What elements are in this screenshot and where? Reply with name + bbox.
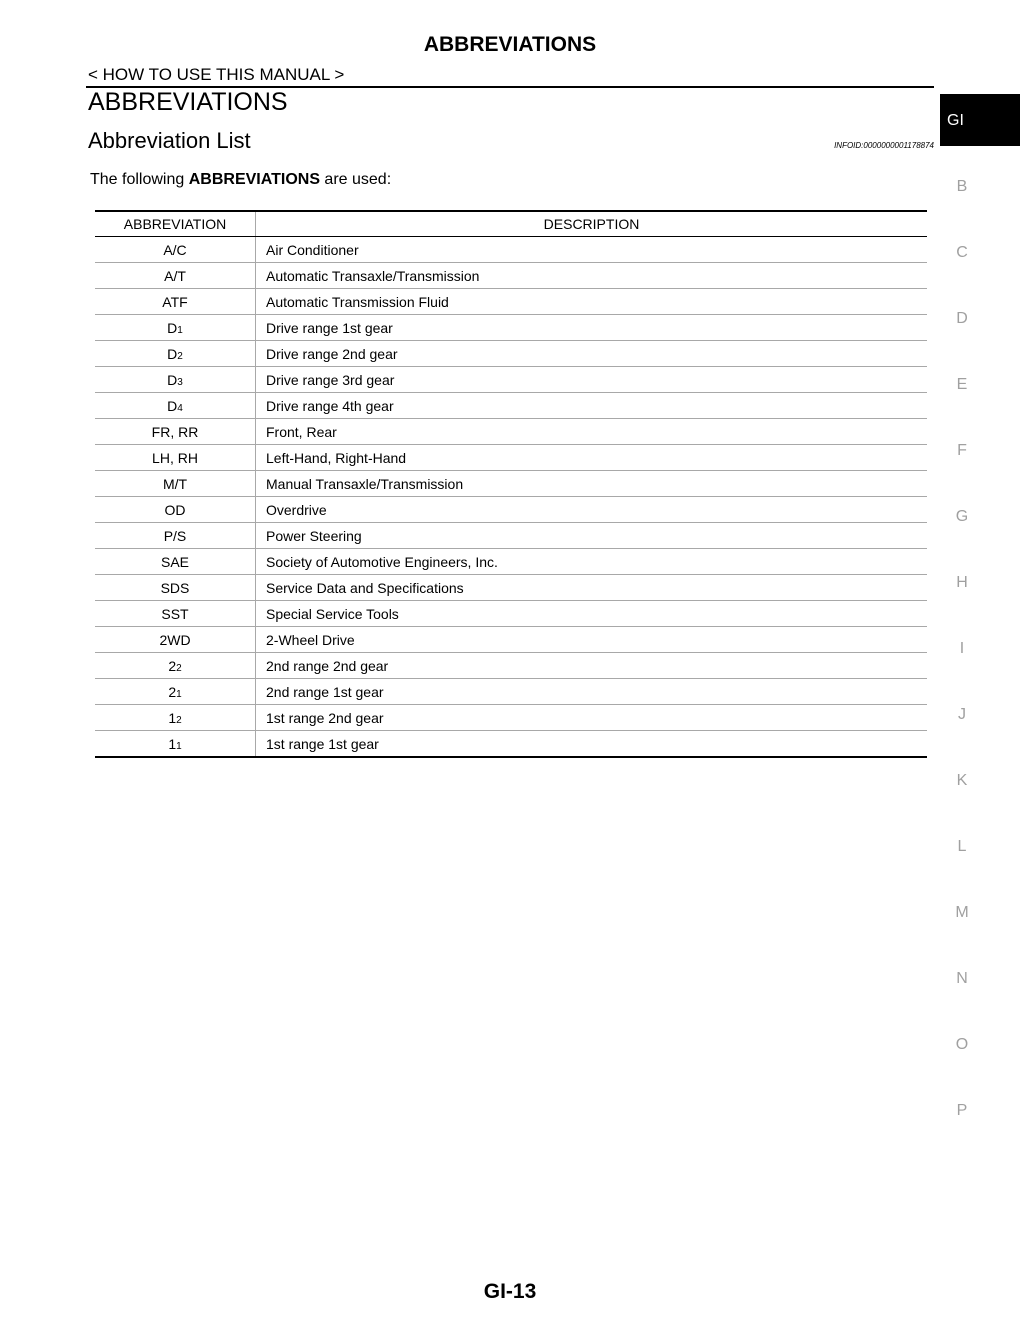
abbreviation-cell — [95, 653, 256, 679]
intro-bold: ABBREVIATIONS — [188, 171, 320, 188]
abbreviation-text: 1 — [168, 709, 177, 726]
description-cell: Overdrive — [256, 497, 928, 523]
abbreviation-text: SDS — [160, 579, 190, 596]
side-tab-d[interactable]: D — [956, 310, 968, 327]
table-row — [95, 679, 927, 705]
table-row — [95, 523, 927, 549]
side-tab-g[interactable]: G — [955, 508, 969, 525]
abbreviation-cell — [95, 601, 256, 627]
side-tab-e[interactable]: E — [956, 376, 968, 393]
abbreviation-text: 2WD — [159, 631, 191, 648]
abbreviation-text: 1 — [168, 735, 177, 752]
table-row — [95, 393, 927, 419]
description-cell: Special Service Tools — [256, 601, 928, 627]
abbreviation-cell — [95, 367, 256, 393]
abbreviation-subscript: 2 — [177, 350, 183, 362]
abbreviation-subscript: 3 — [177, 376, 183, 388]
table-row — [95, 627, 927, 653]
side-tab-j[interactable]: J — [958, 706, 966, 723]
table-row — [95, 419, 927, 445]
table-row — [95, 549, 927, 575]
table-row — [95, 705, 927, 731]
section-path: < HOW TO USE THIS MANUAL > — [88, 65, 345, 84]
side-tab-b[interactable]: B — [956, 178, 968, 195]
abbreviation-cell — [95, 341, 256, 367]
abbreviation-cell — [95, 237, 256, 263]
table-row — [95, 445, 927, 471]
abbreviation-text: A/T — [164, 267, 186, 284]
table-header-row — [95, 211, 927, 237]
abbreviation-text: A/C — [163, 241, 187, 258]
abbreviation-subscript: 4 — [177, 402, 183, 414]
description-cell: Automatic Transmission Fluid — [256, 289, 928, 315]
intro-text — [90, 171, 391, 189]
table-row — [95, 653, 927, 679]
description-cell: 2nd range 2nd gear — [256, 653, 928, 679]
abbreviation-text: OD — [164, 501, 186, 518]
description-cell: Manual Transaxle/Transmission — [256, 471, 928, 497]
abbreviation-cell — [95, 289, 256, 315]
table-body — [95, 237, 927, 758]
intro-before: The following — [90, 171, 189, 188]
abbreviation-text: D — [167, 371, 178, 388]
page-number: GI-13 — [483, 1280, 537, 1303]
table-row — [95, 315, 927, 341]
table-row — [95, 263, 927, 289]
abbreviation-cell — [95, 315, 256, 341]
abbreviation-text: LH, RH — [152, 449, 198, 466]
side-tab-n[interactable]: N — [956, 970, 968, 987]
description-cell: Drive range 4th gear — [256, 393, 928, 419]
table-row — [95, 471, 927, 497]
abbreviation-subscript: 2 — [176, 662, 182, 674]
abbreviation-text: P/S — [163, 527, 187, 544]
description-cell: Drive range 3rd gear — [256, 367, 928, 393]
table-row — [95, 289, 927, 315]
description-cell: 2-Wheel Drive — [256, 627, 928, 653]
abbreviation-cell — [95, 393, 256, 419]
abbreviation-text: SST — [161, 605, 189, 622]
table-row — [95, 601, 927, 627]
table-row — [95, 731, 927, 758]
description-cell: Society of Automotive Engineers, Inc. — [256, 549, 928, 575]
abbreviation-text: SAE — [160, 553, 189, 570]
abbreviation-cell — [95, 523, 256, 549]
abbreviation-text: FR, RR — [151, 423, 199, 440]
abbreviation-cell — [95, 497, 256, 523]
subsection-title: Abbreviation List — [88, 128, 251, 153]
description-cell: Left-Hand, Right-Hand — [256, 445, 928, 471]
description-cell: Power Steering — [256, 523, 928, 549]
section-title: ABBREVIATIONS — [88, 88, 288, 116]
side-tab-o[interactable]: O — [955, 1036, 969, 1053]
abbreviation-text: D — [167, 397, 178, 414]
side-tab-i[interactable]: I — [959, 640, 965, 657]
abbreviation-cell — [95, 549, 256, 575]
abbreviation-cell — [95, 679, 256, 705]
table-row — [95, 237, 927, 263]
description-cell: 1st range 2nd gear — [256, 705, 928, 731]
abbreviation-subscript: 1 — [177, 324, 183, 336]
abbreviation-text: 2 — [168, 683, 177, 700]
description-cell: Front, Rear — [256, 419, 928, 445]
abbreviation-cell — [95, 263, 256, 289]
abbreviation-cell — [95, 705, 256, 731]
side-tab-f[interactable]: F — [957, 442, 967, 459]
side-tab-m[interactable]: M — [955, 904, 969, 921]
description-cell: 2nd range 1st gear — [256, 679, 928, 705]
table-row — [95, 497, 927, 523]
table-row — [95, 341, 927, 367]
side-tab-h[interactable]: H — [956, 574, 968, 591]
side-tab-gi[interactable]: GI — [940, 94, 1020, 146]
description-cell: Service Data and Specifications — [256, 575, 928, 601]
description-cell: Air Conditioner — [256, 237, 928, 263]
side-tab-c[interactable]: C — [956, 244, 968, 261]
table-row — [95, 575, 927, 601]
side-tab-l[interactable]: L — [957, 838, 967, 855]
abbreviation-cell — [95, 419, 256, 445]
abbreviation-text: D — [167, 319, 178, 336]
abbreviation-subscript: 2 — [176, 714, 182, 726]
header-description: DESCRIPTION — [256, 211, 928, 237]
abbreviation-subscript: 1 — [176, 688, 182, 700]
abbreviation-text: D — [167, 345, 178, 362]
side-tab-p[interactable]: P — [956, 1102, 968, 1119]
description-cell: 1st range 1st gear — [266, 735, 379, 752]
side-tab-k[interactable]: K — [956, 772, 968, 789]
abbreviation-text: M/T — [162, 475, 188, 492]
description-cell: Drive range 1st gear — [256, 315, 928, 341]
abbreviation-cell — [95, 575, 256, 601]
running-title: ABBREVIATIONS — [423, 33, 597, 56]
abbreviation-cell — [95, 471, 256, 497]
intro-after: are used: — [319, 171, 392, 188]
abbreviation-table — [95, 210, 927, 758]
header-abbreviation: ABBREVIATION — [95, 211, 256, 237]
abbreviation-cell — [95, 731, 256, 758]
abbreviation-text: ATF — [162, 293, 188, 310]
abbreviation-subscript: 1 — [176, 740, 182, 752]
description-cell: Automatic Transaxle/Transmission — [256, 263, 928, 289]
description-cell: Drive range 2nd gear — [256, 341, 928, 367]
info-id: INFOID:0000000001178874 — [834, 141, 934, 150]
abbreviation-cell — [95, 445, 256, 471]
abbreviation-text: 2 — [168, 657, 177, 674]
abbreviation-cell — [95, 627, 256, 653]
table-row — [95, 367, 927, 393]
